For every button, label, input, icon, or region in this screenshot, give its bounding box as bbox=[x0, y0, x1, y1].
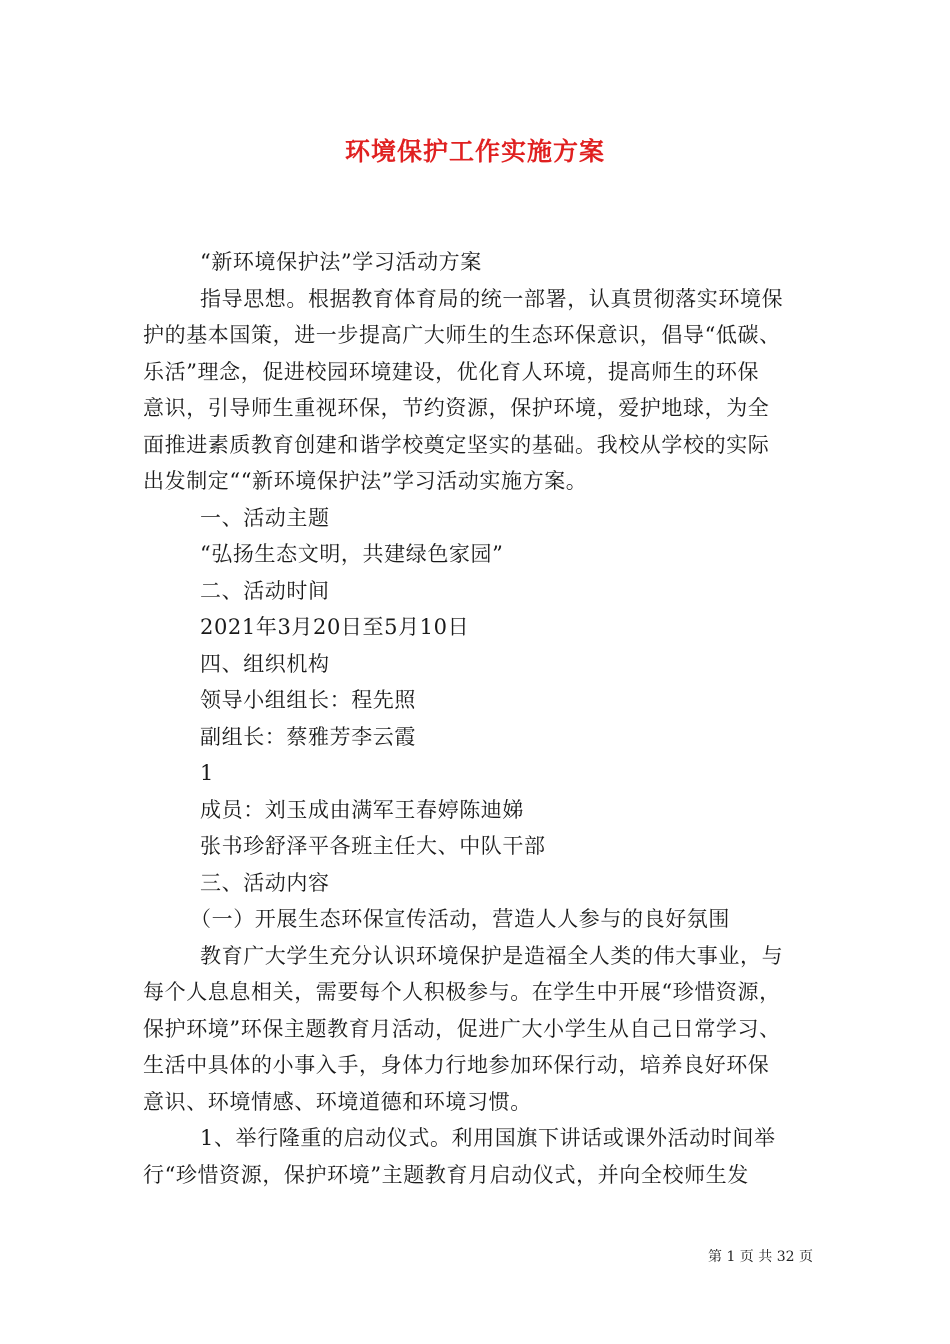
paragraph-line: 领导小组组长：程先照 bbox=[200, 688, 416, 712]
subsection-heading: （一）开展生态环保宣传活动，营造人人参与的良好氛围 bbox=[190, 907, 730, 931]
paragraph-line: 乐活”理念，促进校园环境建设，优化育人环境，提高师生的环保 bbox=[143, 359, 760, 384]
paragraph-line: 张书珍舒泽平各班主任大、中队干部 bbox=[200, 834, 546, 858]
section-heading: 四、组织机构 bbox=[200, 651, 330, 676]
section-heading: 三、活动内容 bbox=[200, 870, 330, 895]
paragraph-line: 1 bbox=[200, 761, 214, 785]
paragraph-line: 2021年3月20日至5月10日 bbox=[200, 615, 470, 639]
document-title: 环境保护工作实施方案 bbox=[344, 137, 605, 166]
document-body bbox=[143, 244, 808, 1193]
section-heading: 一、活动主题 bbox=[200, 505, 330, 530]
paragraph-line: “弘扬生态文明，共建绿色家园” bbox=[200, 542, 504, 566]
paragraph-line: 意识、环境情感、环境道德和环境习惯。 bbox=[143, 1089, 532, 1114]
paragraph-line: 每个人息息相关，需要每个人积极参与。在学生中开展“珍惜资源， bbox=[143, 980, 781, 1004]
paragraph-line: 生活中具体的小事入手，身体力行地参加环保行动，培养良好环保 bbox=[143, 1053, 770, 1077]
paragraph-line: 保护环境”环保主题教育月活动，促进广大小学生从自己日常学习、 bbox=[143, 1016, 781, 1041]
paragraph-line: 行“珍惜资源，保护环境”主题教育月启动仪式，并向全校师生发 bbox=[143, 1162, 749, 1187]
paragraph-line: 成员：刘玉成由满军王春婷陈迪娣 bbox=[200, 797, 524, 822]
paragraph-line: 教育广大学生充分认识环境保护是造福全人类的伟大事业，与 bbox=[200, 943, 784, 968]
paragraph-line: 出发制定““新环境保护法”学习活动实施方案。 bbox=[143, 469, 588, 493]
page-number: 第 1 页 共 32 页 bbox=[708, 1249, 813, 1265]
paragraph-line: 1、举行隆重的启动仪式。利用国旗下讲话或课外活动时间举 bbox=[200, 1126, 776, 1150]
section-heading: 二、活动时间 bbox=[200, 578, 330, 603]
paragraph-line: 护的基本国策，进一步提高广大师生的生态环保意识，倡导“低碳、 bbox=[143, 323, 781, 347]
paragraph-line: 意识，引导师生重视环保，节约资源，保护环境，爱护地球，为全 bbox=[143, 396, 770, 420]
paragraph-line: 副组长：蔡雅芳李云霞 bbox=[200, 724, 416, 749]
paragraph-line: 面推进素质教育创建和谐学校奠定坚实的基础。我校从学校的实际 bbox=[143, 432, 770, 457]
paragraph-line: “新环境保护法”学习活动方案 bbox=[200, 250, 482, 274]
paragraph-line: 指导思想。根据教育体育局的统一部署，认真贯彻落实环境保 bbox=[200, 286, 784, 311]
